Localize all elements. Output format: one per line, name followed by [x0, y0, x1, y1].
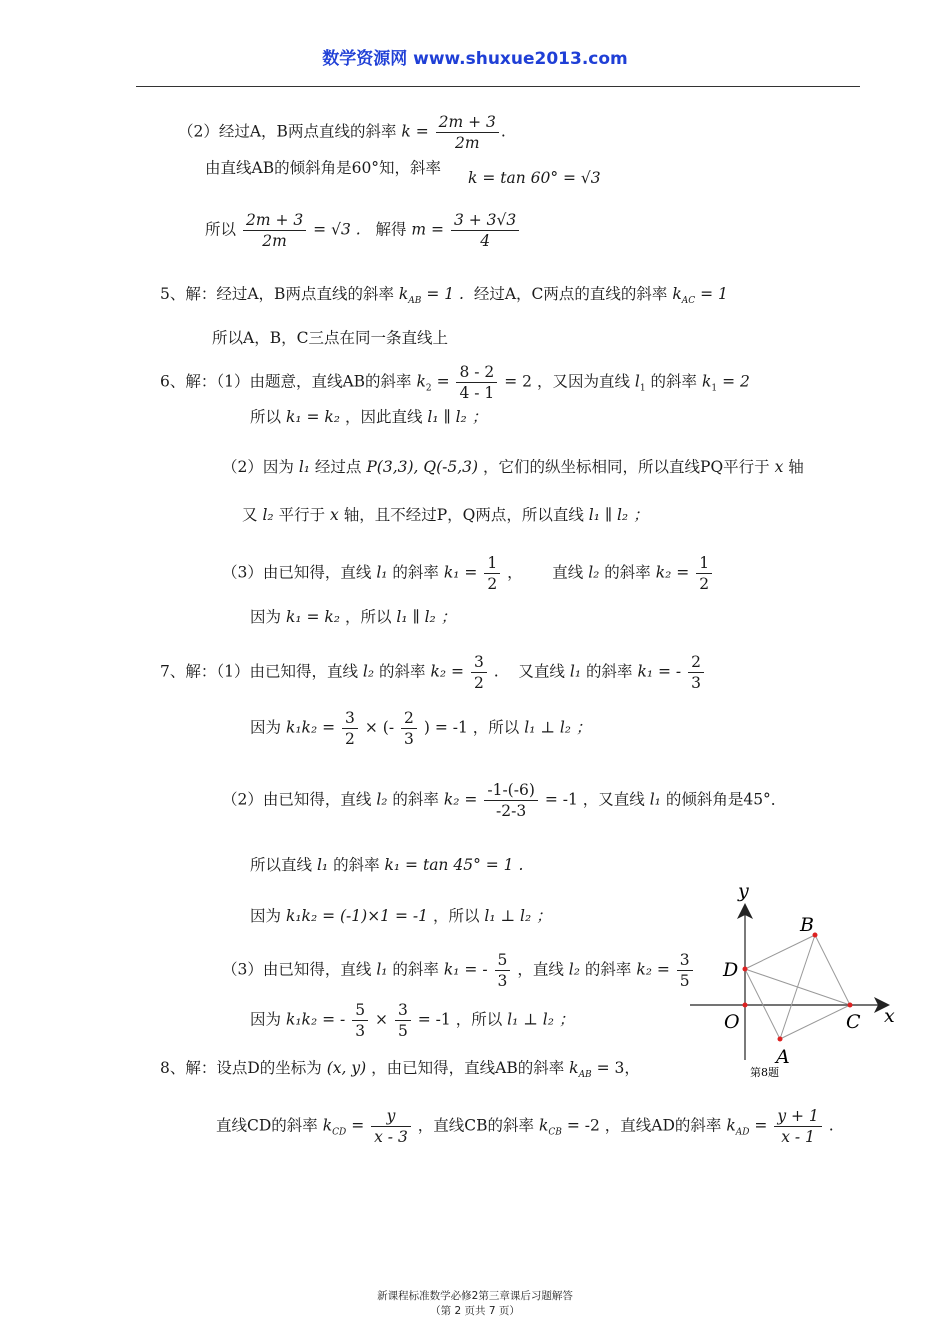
math: × [375, 1010, 388, 1029]
math: l₁ ∥ l₂ ； [588, 506, 649, 524]
point-O-marker [743, 1003, 748, 1008]
fraction [243, 210, 306, 251]
numerator: -1-(-6) [484, 780, 538, 801]
q7-line4 [250, 853, 523, 877]
text: 的斜率 [333, 856, 380, 874]
numerator: 2m + 3 [243, 210, 306, 231]
fraction [401, 708, 417, 749]
segment-DB [745, 935, 815, 969]
q7-line2 [250, 708, 591, 749]
denominator: 5 [397, 1022, 408, 1040]
q7-line5 [250, 904, 552, 928]
subscript: AD [735, 1127, 750, 1138]
fraction [484, 780, 538, 821]
math: = 1 [700, 285, 728, 303]
text: 由直线AB的倾斜角是60°知，斜率 [205, 159, 442, 177]
math: = 3， [596, 1059, 640, 1077]
q7-line7 [250, 1000, 574, 1041]
math: k = tan 60° = √3 [468, 169, 601, 187]
math: l₂ [588, 563, 600, 582]
text: 的斜率 [392, 563, 439, 582]
math: l₂ [262, 506, 274, 524]
text: . [493, 662, 499, 681]
fraction [342, 708, 358, 749]
math: k [726, 1116, 736, 1135]
text: 经过点 [314, 458, 362, 476]
q5-line1 [160, 282, 728, 313]
text: 的斜率 [392, 790, 439, 809]
q8-line1 [160, 1056, 640, 1087]
text: 5、解：经过A，B两点直线的斜率 [160, 285, 394, 303]
q4-part2-line2 [205, 156, 441, 180]
text: 所以直线 [250, 856, 313, 874]
text: 因为 [250, 1010, 282, 1029]
math: = 2 [722, 372, 750, 391]
math: l₁ [376, 960, 388, 979]
fraction [371, 1106, 411, 1147]
math: l₂ [376, 790, 388, 809]
denominator: 3 [691, 674, 701, 692]
math: l₁ ∥ l₂ ； [396, 608, 457, 626]
text: ，直线 [517, 960, 564, 979]
denominator: 2m [262, 232, 287, 250]
math: m = [411, 220, 445, 239]
fraction [688, 652, 704, 693]
label-point-D: D [723, 959, 739, 981]
text: ，所以 [344, 608, 392, 626]
text: 轴 [788, 458, 804, 476]
text: 所以 [205, 220, 237, 239]
header-divider [136, 86, 860, 87]
text: 8、解：设点D的坐标为 [160, 1059, 322, 1077]
math: P(3,3), Q(-5,3) [366, 458, 479, 476]
math: k₁ = - [443, 960, 488, 979]
math: l₁ ⊥ l₂ ； [507, 1010, 575, 1029]
math: = √3 . [313, 220, 361, 239]
fraction [436, 112, 499, 153]
q6-line6 [250, 605, 456, 629]
math: k [322, 1116, 333, 1135]
math: = [754, 1116, 768, 1135]
label-point-B: B [800, 914, 814, 936]
math: k [398, 285, 409, 303]
q6-line2 [250, 405, 487, 429]
point-C-marker [848, 1003, 853, 1008]
fraction [352, 1000, 368, 1041]
footer-title: 新课程标准数学必修2第三章课后习题解答 [377, 1290, 573, 1302]
q5-line2 [212, 326, 448, 350]
numerator: 3 + 3√3 [451, 210, 519, 231]
text: （2）经过A，B两点直线的斜率 [178, 122, 397, 141]
math: l₁ [298, 458, 310, 476]
math: k [569, 1059, 579, 1077]
math: k₁ = [443, 563, 478, 582]
math: l₁ [569, 662, 582, 681]
text: ，所以 [472, 718, 520, 737]
numerator: 1 [484, 553, 500, 574]
text: ，所以 [432, 907, 480, 925]
denominator: 5 [679, 972, 690, 990]
q6-line1: 6、解：（1）由题意，直线AB的斜率 $k_2$ = $\frac{8 - 2}{4 - 1}$ = 2 ，又因为直线 $l_1$ 的斜率 $k_1 = 2$ [160, 363, 750, 402]
text: 经过A，C两点的直线的斜率 [473, 285, 668, 303]
math: l₁ ∥ l₂ ； [427, 408, 488, 426]
denominator: 2m [454, 134, 480, 152]
fraction [696, 553, 712, 594]
math: k₂ = [636, 960, 670, 979]
numerator: 3 [342, 708, 358, 729]
text: 直线 [552, 563, 584, 582]
numerator: y [371, 1106, 411, 1127]
math: k₂ = [430, 662, 465, 681]
q7-line3 [222, 780, 786, 821]
numerator: 3 [395, 1000, 411, 1021]
fraction [495, 950, 511, 991]
text: ，因此直线 [344, 408, 423, 426]
fraction [774, 1106, 821, 1147]
math: ) [423, 718, 430, 737]
math: (x, y) [326, 1059, 367, 1077]
denominator: 4 [480, 232, 491, 250]
subscript: AB [578, 1070, 592, 1081]
subscript: CB [548, 1127, 562, 1138]
math: l [634, 372, 640, 391]
denominator: 2 [699, 575, 710, 593]
q4-part2-line3 [205, 210, 521, 251]
q6-line3 [222, 455, 804, 479]
text: 的斜率 [585, 662, 633, 681]
q7-line6 [222, 950, 695, 991]
label-y-axis: y [738, 880, 749, 902]
math: k₁k₂ = - [285, 1010, 346, 1029]
figure-caption: 第8题 [750, 1066, 779, 1079]
figure-q8 [690, 875, 910, 1085]
denominator: -2-3 [496, 802, 527, 820]
text: 所以A，B，C三点在同一条直线上 [212, 329, 448, 347]
math: k₂ = [443, 790, 478, 809]
text: ，它们的纵坐标相同，所以直线PQ平行于 [483, 458, 770, 476]
label-x-axis: x [884, 1005, 895, 1027]
denominator: 4 - 1 [459, 384, 495, 402]
math: l₁ [316, 856, 329, 874]
text: ， [507, 563, 523, 582]
math: = 1 . [426, 285, 464, 303]
numerator: 3 [677, 950, 693, 971]
text: （2）因为 [222, 458, 294, 476]
point-D-marker [743, 967, 748, 972]
text: ，直线CB的斜率 [417, 1116, 535, 1135]
segment-AB [780, 935, 815, 1039]
subscript: 1 [639, 383, 646, 394]
numerator: 2 [401, 708, 417, 729]
math: = -1 [544, 790, 578, 809]
numerator: 3 [471, 652, 487, 673]
text: 解得 [375, 220, 407, 239]
denominator: x - 1 [781, 1128, 815, 1146]
text: ，所以 [455, 1010, 503, 1029]
math: = -1 [417, 1010, 451, 1029]
q6-line4 [242, 503, 649, 527]
text: 的斜率 [379, 662, 426, 681]
subscript: 2 [425, 383, 432, 394]
q8-line2 [216, 1106, 834, 1147]
math: k [702, 372, 712, 391]
math: k₁ = - [637, 662, 682, 681]
math: l₂ [568, 960, 580, 979]
text: = 2 ，又因为直线 [504, 372, 630, 391]
fraction [456, 362, 497, 403]
math: k₁ = tan 45° = 1 . [384, 856, 524, 874]
label-origin: O [724, 1011, 740, 1033]
text: 因为 [250, 718, 282, 737]
q6-line5 [222, 553, 714, 594]
denominator: 2 [487, 575, 498, 593]
math: = -1 [434, 718, 468, 737]
math: k [672, 285, 682, 303]
text: 因为 [250, 608, 282, 626]
math: x [774, 458, 784, 476]
label-point-A: A [776, 1046, 790, 1068]
numerator: 8 - 2 [456, 362, 497, 383]
text: ，由已知得，直线AB的斜率 [371, 1059, 565, 1077]
math: k₂ = [655, 563, 690, 582]
numerator: 5 [352, 1000, 368, 1021]
footer-page-number: （第 2 页共 7 页） [430, 1305, 520, 1317]
math: = [351, 1116, 365, 1135]
fraction [471, 652, 487, 693]
text: （3）由已知得，直线 [222, 960, 372, 979]
subscript: AB [408, 296, 422, 307]
denominator: x - 3 [374, 1128, 408, 1146]
text: 的斜率 [584, 960, 632, 979]
subscript: AC [681, 296, 696, 307]
math: k [416, 372, 426, 391]
text: 7、解：（1）由已知得，直线 [160, 662, 358, 681]
denominator: 2 [345, 730, 355, 748]
text: ，又直线 [582, 790, 645, 809]
numerator: 2m + 3 [436, 112, 499, 133]
text: 的倾斜角是45°． [665, 790, 787, 809]
math: k = [401, 122, 429, 141]
subscript: 1 [711, 383, 718, 394]
text: 的斜率 [392, 960, 439, 979]
q7-line1 [160, 652, 706, 693]
fraction [484, 553, 500, 594]
math: l₂ [362, 662, 375, 681]
math: x [330, 506, 339, 524]
point-A-marker [778, 1037, 783, 1042]
text: 的斜率 [650, 372, 698, 391]
text: （2）由已知得，直线 [222, 790, 372, 809]
denominator: 3 [355, 1022, 366, 1040]
math: k₁ = k₂ [285, 408, 341, 426]
denominator: 2 [473, 674, 484, 692]
text: 因为 [250, 907, 282, 925]
text: 又直线 [518, 662, 565, 681]
math: l₁ ⊥ l₂ ； [524, 718, 592, 737]
text: 所以 [250, 408, 282, 426]
text: 的斜率 [604, 563, 651, 582]
segment-CA [780, 1005, 850, 1039]
numerator: 5 [495, 950, 511, 971]
text: 轴，且不经过P，Q两点，所以直线 [343, 506, 584, 524]
text: ，直线AD的斜率 [604, 1116, 722, 1135]
fraction [395, 1000, 411, 1041]
math: = -2 [566, 1116, 600, 1135]
math: × [364, 718, 378, 737]
subscript: CD [332, 1127, 347, 1138]
numerator: y + 1 [774, 1106, 821, 1127]
site-header-title[interactable]: 数学资源网 www.shuxue2013.com [322, 49, 628, 69]
denominator: 3 [404, 730, 414, 748]
denominator: 3 [497, 972, 508, 990]
text: 平行于 [278, 506, 326, 524]
numerator: 1 [696, 553, 712, 574]
math: k₁k₂ = [285, 718, 336, 737]
text: 直线CD的斜率 [216, 1116, 318, 1135]
math: (- [382, 718, 395, 737]
math: k₁ = k₂ [285, 608, 341, 626]
text: 6、解：（1）由题意，直线AB的斜率 [160, 372, 412, 391]
numerator: 2 [688, 652, 704, 673]
label-point-C: C [846, 1011, 861, 1033]
q4-part2-line2-expr [468, 166, 601, 190]
math: k₁k₂ = (-1)×1 = -1 [285, 907, 428, 925]
fraction [451, 210, 519, 251]
q4-part2-line1: （2）经过A，B两点直线的斜率 k = $\frac{2m + 3}{2m}$ . [178, 113, 506, 152]
math: l₁ ⊥ l₂ ； [484, 907, 552, 925]
text: （3）由已知得，直线 [222, 563, 372, 582]
math: k [538, 1116, 549, 1135]
text: 又 [242, 506, 258, 524]
math: l₁ [649, 790, 661, 809]
math: l₁ [376, 563, 388, 582]
text: . [828, 1116, 834, 1135]
